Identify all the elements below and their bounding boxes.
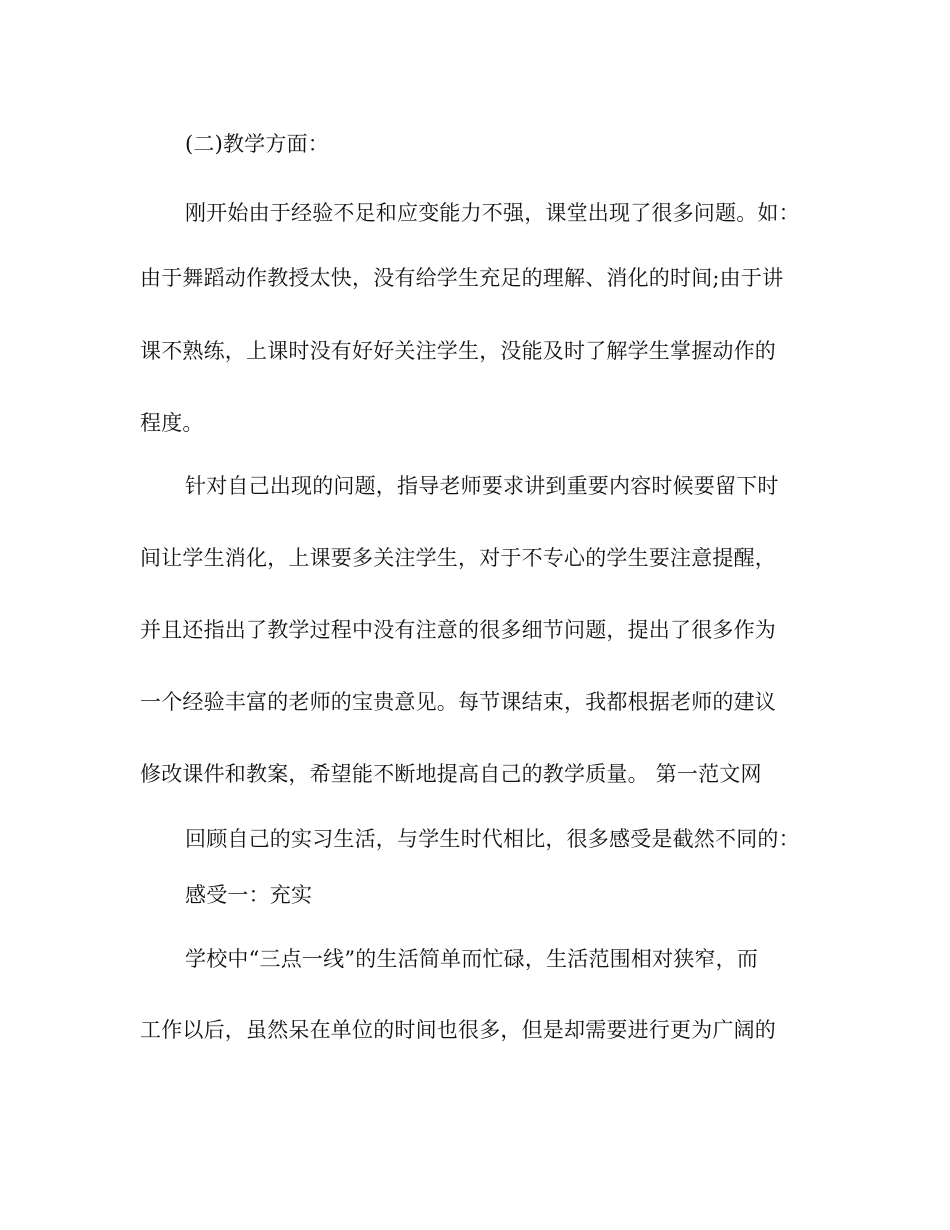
paragraph-line: 课不熟练，上课时没有好好关注学生，没能及时了解学生掌握动作的 <box>140 339 776 363</box>
section-heading: (二)教学方面： <box>185 132 329 156</box>
paragraph-line: 由于舞蹈动作教授太快，没有给学生充足的理解、消化的时间;由于讲 <box>140 266 784 290</box>
paragraph-line: 并且还指出了教学过程中没有注意的很多细节问题，提出了很多作为 <box>140 618 776 642</box>
paragraph-line: 修改课件和教案，希望能不断地提高自己的教学质量。 第一范文网 <box>140 762 762 786</box>
paragraph-line: 学校中“三点一线”的生活简单而忙碌，生活范围相对狭窄，而 <box>185 947 759 971</box>
paragraph-line: 程度。 <box>140 411 204 435</box>
paragraph-line: 间让学生消化，上课要多关注学生，对于不专心的学生要注意提醒， <box>140 546 776 570</box>
paragraph-line: 针对自己出现的问题，指导老师要求讲到重要内容时候要留下时 <box>185 474 779 498</box>
paragraph-line: 工作以后，虽然呆在单位的时间也很多，但是却需要进行更为广阔的 <box>140 1018 776 1042</box>
paragraph-line: 回顾自己的实习生活，与学生时代相比，很多感受是截然不同的： <box>185 827 800 851</box>
subheading: 感受一：充实 <box>185 883 313 907</box>
paragraph-line: 刚开始由于经验不足和应变能力不强，课堂出现了很多问题。如： <box>185 201 800 225</box>
paragraph-line: 一个经验丰富的老师的宝贵意见。每节课结束，我都根据老师的建议 <box>140 690 776 714</box>
